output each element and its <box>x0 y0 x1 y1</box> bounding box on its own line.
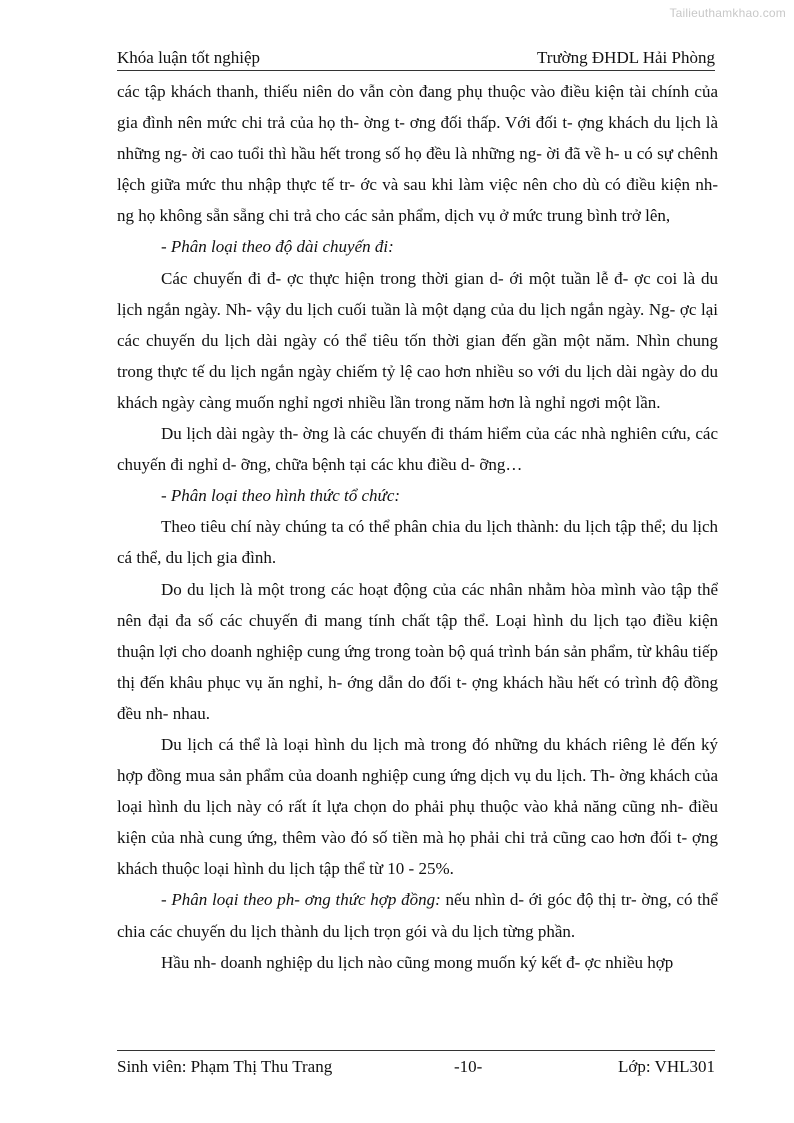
footer-class: Lớp: VHL301 <box>618 1057 715 1076</box>
paragraph: Theo tiêu chí này chúng ta có thể phân chia du lịch thành: du lịch tập thể; du lịch cá thể, du lịch gia đình. <box>117 517 718 568</box>
paragraph-text: nếu nhìn d- ới góc độ thị tr- ờng, có thể chia các chuyến du lịch thành du lịch trọn gói và du lịch từng phần. <box>117 890 718 941</box>
header-thesis-title: Khóa luận tốt nghiệp <box>117 48 261 67</box>
section-heading: - Phân loại theo độ dài chuyến đi: <box>161 237 394 257</box>
document-body <box>117 76 718 978</box>
footer-student-name: Sinh viên: Phạm Thị Thu Trang <box>117 1057 333 1076</box>
paragraph: Do du lịch là một trong các hoạt động của các nhân nhằm hòa mình vào tập thể nên đại đa số các chuyến đi mang tính chất tập thể. Loại hình du lịch tạo điều kiện thuận lợi cho doanh nghiệp cung ứng trong toàn bộ quá trình bán sản phẩm, từ khâu tiếp thị đến khâu phục vụ ăn nghỉ, h- ớng dẫn do đối t- ợng khách hầu hết có trình độ đồng đều nh- nhau. <box>117 579 718 723</box>
paragraph: các tập khách thanh, thiếu niên do vẫn còn đang phụ thuộc vào điều kiện tài chính của gia đình nên mức chi trả của họ th- ờng t- ơng đối thấp. Với đối t- ợng khách du lịch là những ng- ời cao tuổi thì hầu hết trong số họ đều là những ng- ời đã về h- u có sự chênh lệch giữa mức thu nhập thực tế tr- ớc và sau khi làm việc nên cho dù có điều kiện nh- ng họ không sẵn sẵng chi trả cho các sản phẩm, dịch vụ ở mức trung bình trở lên, <box>117 82 718 226</box>
watermark: Tailieuthamkhao.com <box>669 6 786 20</box>
page-footer <box>117 1050 715 1077</box>
section-heading: - Phân loại theo hình thức tổ chức: <box>161 486 401 506</box>
paragraph <box>117 884 718 946</box>
paragraph: Du lịch cá thể là loại hình du lịch mà trong đó những du khách riêng lẻ đến ký hợp đồng mua sản phẩm của doanh nghiệp cung ứng dịch vụ du lịch. Th- ờng khách của loại hình du lịch này có rất ít lựa chọn do phải phụ thuộc vào khả năng cũng nh- điều kiện của nhà cung ứng, thêm vào đó số tiền mà họ phải chi trả cũng cao hơn đối t- ợng khách thuộc loại hình du lịch tập thể từ 10 - 25%. <box>117 734 718 879</box>
paragraph: Du lịch dài ngày th- ờng là các chuyến đi thám hiểm của các nhà nghiên cứu, các chuyến đi nghỉ d- ỡng, chữa bệnh tại các khu điều d- ỡng… <box>117 424 718 475</box>
footer-page-number: -10- <box>454 1057 483 1076</box>
page-header <box>117 48 715 71</box>
paragraph: Hầu nh- doanh nghiệp du lịch nào cũng mong muốn ký kết đ- ợc nhiều hợp <box>161 952 674 972</box>
paragraph: Các chuyến đi đ- ợc thực hiện trong thời gian d- ới một tuần lễ đ- ợc coi là du lịch ngắn ngày. Nh- vậy du lịch cuối tuần là một dạng của du lịch ngắn ngày. Ng- ợc lại các chuyến du lịch dài ngày có thể tiêu tốn thời gian đến gần một năm. Nhìn chung trong thực tế du lịch ngắn ngày chiếm tỷ lệ cao hơn nhiều so với du lịch dài ngày do du khách ngày càng muốn nghỉ ngơi nhiều lần trong năm hơn là nghỉ ngơi một lần. <box>117 268 718 412</box>
section-heading-inline: - Phân loại theo ph- ơng thức hợp đồng: <box>161 890 441 910</box>
header-university: Trường ĐHDL Hải Phòng <box>537 48 715 67</box>
